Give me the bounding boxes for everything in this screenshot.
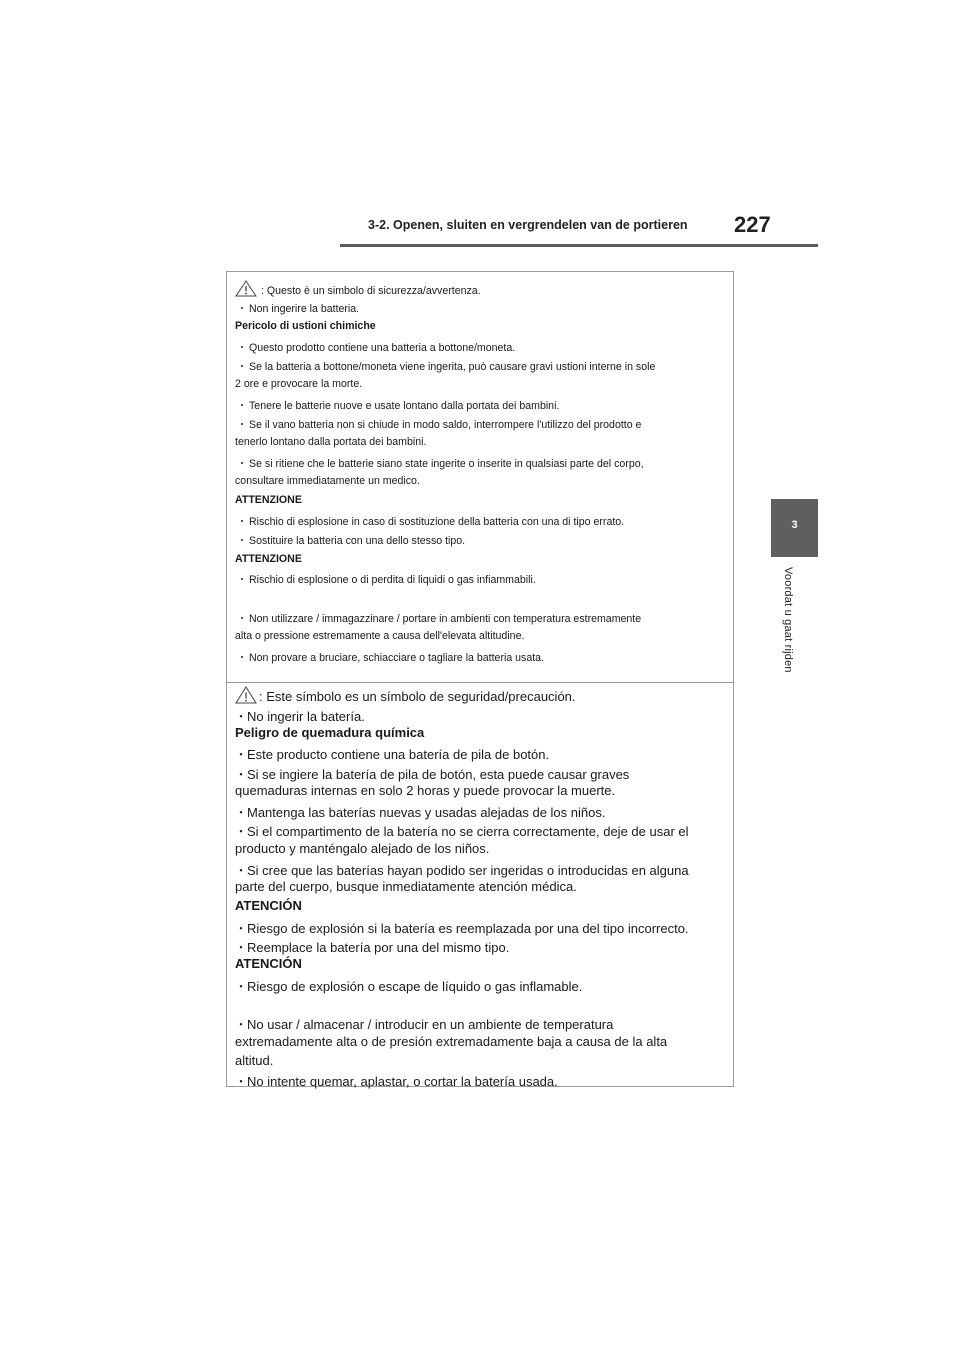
bullet-glyph: ･	[237, 824, 245, 839]
list-item-continued: producto y manténgalo alejado de los niños.	[235, 841, 490, 856]
symbol-note-text: : Este símbolo es un símbolo de seguridad/precaución.	[259, 689, 576, 704]
list-item	[235, 976, 725, 995]
chapter-number: 3	[791, 519, 798, 531]
bullet-glyph: ･	[237, 805, 245, 820]
list-item-text: Non utilizzare / immagazzinare / portare in ambienti con temperatura estremamente	[249, 613, 642, 625]
list-item-text: Se si ritiene che le batterie siano state ingerite o inserite in qualsiasi parte del corpo,	[249, 458, 644, 470]
list-item-text: Non ingerire la batteria.	[249, 303, 360, 315]
list-item-text: Tenere le batterie nuove e usate lontano dalla portata dei bambini.	[249, 400, 560, 412]
list-item-text: Riesgo de explosión o escape de líquido o gas inflamable.	[247, 979, 583, 994]
subheading: ATENCIÓN	[235, 956, 302, 971]
list-item-continued: altitud.	[235, 1053, 274, 1068]
bullet-glyph: ･	[237, 1074, 245, 1089]
list-item-continued: extremadamente alta o de presión extremadamente baja a causa de la alta	[235, 1034, 668, 1049]
list-item	[235, 533, 725, 548]
bullet-glyph: ･	[239, 361, 245, 373]
battery-warning-box	[226, 271, 734, 1087]
list-item	[235, 359, 725, 374]
chapter-tab[interactable]	[771, 499, 818, 557]
bullet-glyph: ･	[237, 767, 245, 782]
page-header	[340, 212, 780, 240]
list-item	[235, 398, 725, 413]
list-item	[235, 456, 725, 471]
bullet-glyph: ･	[239, 613, 245, 625]
list-item	[235, 937, 725, 956]
bullet-glyph: ･	[237, 979, 245, 994]
list-item-text: No intente quemar, aplastar, o cortar la batería usada.	[247, 1074, 558, 1089]
bullet-glyph: ･	[239, 574, 245, 586]
bullet-glyph: ･	[239, 652, 245, 664]
symbol-note-line	[235, 686, 725, 707]
list-item-text: Rischio di esplosione o di perdita di liquidi o gas infiammabili.	[249, 574, 536, 586]
bullet-glyph: ･	[237, 1017, 245, 1032]
list-item	[235, 340, 725, 355]
list-item-continued: quemaduras internas en solo 2 horas y puede provocar la muerte.	[235, 783, 616, 798]
bullet-glyph: ･	[239, 458, 245, 470]
bullet-glyph: ･	[237, 863, 245, 878]
subheading: Peligro de quemadura química	[235, 725, 425, 740]
list-item-text: Mantenga las baterías nuevas y usadas alejadas de los niños.	[247, 805, 606, 820]
bullet-glyph: ･	[237, 709, 245, 724]
bullet-glyph: ･	[237, 747, 245, 762]
subheading: Pericolo di ustioni chimiche	[235, 320, 376, 332]
list-item-text: Si el compartimento de la batería no se cierra correctamente, deje de usar el	[247, 824, 689, 839]
list-item	[235, 918, 725, 937]
bullet-glyph: ･	[239, 535, 245, 547]
symbol-note-line	[235, 280, 725, 300]
list-item	[235, 764, 725, 783]
list-item	[235, 301, 725, 316]
list-item	[235, 802, 725, 821]
bullet-glyph: ･	[239, 516, 245, 528]
list-item-continued: parte del cuerpo, busque inmediatamente atención médica.	[235, 879, 577, 894]
list-item-text: Se il vano batteria non si chiude in modo saldo, interrompere l'utilizzo del prodotto e	[249, 419, 642, 431]
list-item-continued: alta o pressione estremamente a causa dell'elevata altitudine.	[235, 630, 525, 642]
subheading: ATTENZIONE	[235, 553, 302, 565]
page-number: 227	[734, 212, 771, 237]
list-item-text: Riesgo de explosión si la batería es reemplazada por una del tipo incorrecto.	[247, 921, 689, 936]
list-item-continued: tenerlo lontano dalla portata dei bambini.	[235, 436, 427, 448]
list-item	[235, 860, 725, 879]
list-item	[235, 744, 725, 763]
list-item	[235, 611, 725, 626]
bullet-glyph: ･	[237, 940, 245, 955]
list-item-text: Rischio di esplosione in caso di sostituzione della batteria con una di tipo errato.	[249, 516, 625, 528]
spanish-warning-section	[227, 682, 733, 1089]
warning-triangle-icon	[235, 686, 257, 707]
list-item-text: Questo prodotto contiene una batteria a bottone/moneta.	[249, 342, 516, 354]
list-item-text: Non provare a bruciare, schiacciare o tagliare la batteria usata.	[249, 652, 545, 664]
list-item-text: Se la batteria a bottone/moneta viene ingerita, può causare gravi ustioni interne in sole	[249, 361, 656, 373]
list-item-text: Si se ingiere la batería de pila de botón, esta puede causar graves	[247, 767, 630, 782]
list-item-continued: consultare immediatamente un medico.	[235, 475, 420, 487]
list-item	[235, 1071, 725, 1090]
bullet-glyph: ･	[237, 921, 245, 936]
subheading: ATTENZIONE	[235, 494, 302, 506]
list-item-text: Este producto contiene una batería de pila de botón.	[247, 747, 550, 762]
italian-warning-section	[227, 272, 733, 682]
list-item	[235, 417, 725, 432]
list-item-text: Sostituire la batteria con una dello stesso tipo.	[249, 535, 466, 547]
list-item-continued: 2 ore e provocare la morte.	[235, 378, 363, 390]
bullet-glyph: ･	[239, 419, 245, 431]
list-item	[235, 514, 725, 529]
list-item-text: No usar / almacenar / introducir en un ambiente de temperatura	[247, 1017, 614, 1032]
chapter-label: Voordat u gaat rijden	[782, 567, 794, 673]
subheading: ATENCIÓN	[235, 898, 302, 913]
bullet-glyph: ･	[239, 342, 245, 354]
list-item	[235, 706, 725, 725]
bullet-glyph: ･	[239, 303, 245, 315]
list-item	[235, 572, 725, 587]
list-item-text: Si cree que las baterías hayan podido ser ingeridas o introducidas en alguna	[247, 863, 689, 878]
list-item-text: No ingerir la batería.	[247, 709, 365, 724]
list-item	[235, 821, 725, 840]
list-item	[235, 650, 725, 665]
warning-triangle-icon	[235, 280, 257, 300]
bullet-glyph: ･	[239, 400, 245, 412]
section-title: 3-2. Openen, sluiten en vergrendelen van de portieren	[368, 218, 688, 232]
symbol-note-text: : Questo è un simbolo di sicurezza/avvertenza.	[261, 285, 481, 297]
list-item-text: Reemplace la batería por una del mismo tipo.	[247, 940, 510, 955]
header-divider	[340, 244, 818, 247]
list-item	[235, 1014, 725, 1033]
